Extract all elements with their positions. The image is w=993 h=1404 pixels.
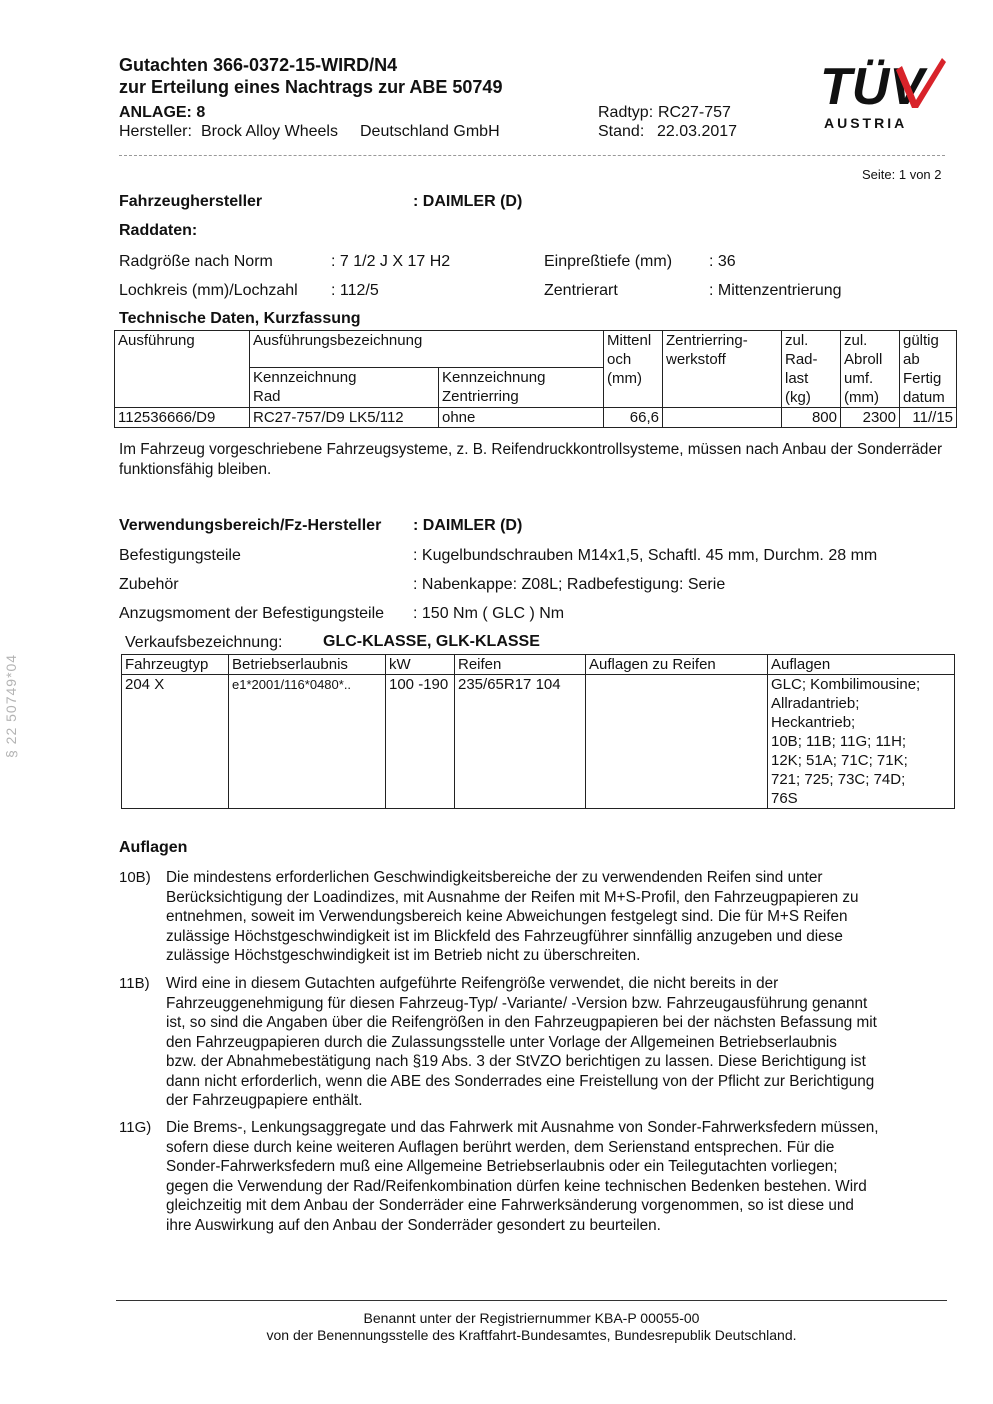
th-mittenloch-1: Mittenl	[607, 332, 652, 349]
size-value: : 7 1/2 J X 17 H2	[331, 253, 451, 270]
auflagen-line: GLC; Kombilimousine;	[771, 676, 921, 693]
tuev-logo-graphic	[818, 56, 948, 136]
cell-ausfuehrung: 112536666/D9	[115, 408, 250, 428]
th-zentrierring-1: Zentrierring-	[666, 332, 748, 349]
th-kenn-rad	[250, 368, 439, 408]
th-abroll-4: (mm)	[844, 389, 879, 406]
document-title: Gutachten 366-0372-15-WIRD/N4	[119, 55, 398, 75]
pcd-label: Lochkreis (mm)/Lochzahl	[119, 282, 298, 299]
auflagen-line: 76S	[771, 790, 798, 807]
text-line: ihre Auswirkung auf den Anbau der Sonderräder gesondert zu beurteilen.	[166, 1216, 661, 1234]
text-line: Berücksichtigung der Loadindizes, mit Ausnahme der Reifen mit M+S-Profil, den Fahrzeugpapieren zu	[166, 888, 859, 906]
centering-value: : Mittenzentrierung	[709, 282, 842, 299]
auflage-code-10b: 10B)	[119, 869, 151, 886]
maker-value: : DAIMLER (D)	[413, 193, 523, 210]
th-gueltig-1: gültig	[903, 332, 939, 349]
tuev-logo-sub: AUSTRIA	[824, 115, 908, 131]
footer-line-1: Benannt unter der Registriernummer KBA-P 00055-00	[363, 1310, 700, 1326]
fasteners-value: : Kugelbundschrauben M14x1,5, Schaftl. 45 mm, Durchm. 28 mm	[413, 547, 878, 564]
tech-data-table	[114, 330, 957, 428]
anlage-label: ANLAGE: 8	[119, 104, 206, 121]
th-abroll-3: umf.	[844, 370, 874, 387]
th-gueltig	[900, 331, 957, 408]
th-kw: kW	[386, 655, 455, 675]
auflage-text-11b	[166, 974, 946, 1111]
cell-typ: 204 X	[122, 675, 229, 809]
cell-kw: 100 -190	[386, 675, 455, 809]
raddaten-label: Raddaten:	[119, 222, 198, 239]
auflagen-line: 10B; 11B; 11G; 11H;	[771, 733, 907, 750]
sales-label: Verkaufsbezeichnung:	[125, 634, 283, 651]
th-fahrzeugtyp: Fahrzeugtyp	[122, 655, 229, 675]
text-line: Sonder-Fahrwerksfedern muß eine Allgemeine Betriebserlaubnis oder ein Teilegutachten vorliegen;	[166, 1158, 838, 1175]
cell-reifen: 235/65R17 104	[455, 675, 586, 809]
cell-kenn-rad: RC27-757/D9 LK5/112	[250, 408, 439, 428]
hersteller-country: Deutschland GmbH	[360, 123, 500, 140]
radtyp-label: Radtyp:	[598, 104, 654, 121]
th-mittenloch-2: och	[607, 351, 632, 368]
header-divider	[119, 155, 945, 156]
accessory-value: : Nabenkappe: Z08L; Radbefestigung: Serie	[413, 576, 726, 593]
auflagen-heading: Auflagen	[119, 839, 188, 856]
th-kenn-rad-2: Rad	[253, 388, 281, 405]
table-row	[115, 408, 957, 428]
th-zentrierring	[663, 331, 782, 408]
offset-label: Einpreßtiefe (mm)	[544, 253, 673, 270]
sales-value: GLC-KLASSE, GLK-KLASSE	[323, 633, 540, 650]
cell-gueltig: 11//15	[900, 408, 957, 428]
auflage-text-10b	[166, 868, 946, 966]
hersteller-name: Brock Alloy Wheels	[201, 123, 338, 140]
th-auflagen-reifen: Auflagen zu Reifen	[586, 655, 768, 675]
th-mittenloch	[604, 331, 663, 408]
cell-betrieb: e1*2001/116*0480*..	[229, 675, 386, 809]
accessory-label: Zubehör	[119, 576, 179, 593]
th-kenn-zent-1: Kennzeichnung	[442, 369, 546, 386]
footer-line-2: von der Benennungsstelle des Kraftfahrt-Bundesamtes, Bundesrepublik Deutschland.	[266, 1327, 797, 1343]
th-abroll	[841, 331, 900, 408]
cell-abroll: 2300	[841, 408, 900, 428]
th-bezeichnung: Ausführungsbezeichnung	[250, 331, 604, 368]
text-line: Wird eine in diesem Gutachten aufgeführte Reifengröße verwendet, die nicht bereits in der	[166, 975, 779, 992]
th-mittenloch-3: (mm)	[607, 370, 642, 387]
torque-value: : 150 Nm ( GLC ) Nm	[413, 605, 565, 622]
th-gueltig-4: datum	[903, 389, 945, 406]
text-line: gegen die Verwendung der Rad/Reifenkombination dürfen keine technischen Bedenken bestehen. Wird	[166, 1177, 867, 1195]
auflage-text-11g	[166, 1118, 946, 1235]
text-line: gleichzeitig mit dem Anbau der Sonderräder eine Fahrwerksänderung vorgenommen, so ist diese und	[166, 1197, 854, 1214]
th-abroll-2: Abroll	[844, 351, 883, 368]
auflagen-line: Allradantrieb;	[771, 695, 860, 712]
th-radlast	[782, 331, 841, 408]
side-reference: § 22 50749*04	[3, 653, 19, 758]
cell-auflagen-reifen	[586, 675, 768, 809]
th-kenn-rad-1: Kennzeichnung	[253, 369, 357, 386]
fasteners-label: Befestigungsteile	[119, 547, 241, 564]
text-line: ist, so sind die Angaben über die Reifengrößen in den Fahrzeugpapieren bei der nächsten Befassung mit	[166, 1014, 877, 1031]
th-ausfuehrung: Ausführung	[115, 331, 250, 408]
torque-label: Anzugsmoment der Befestigungsteile	[119, 605, 385, 622]
hersteller-label: Hersteller:	[119, 123, 192, 140]
page-number: Seite: 1 von 2	[862, 167, 942, 182]
centering-label: Zentrierart	[544, 282, 618, 299]
cell-radlast: 800	[782, 408, 841, 428]
auflage-code-11b: 11B)	[119, 975, 150, 992]
usage-label: Verwendungsbereich/Fz-Hersteller	[119, 517, 382, 534]
tech-heading: Technische Daten, Kurzfassung	[119, 310, 361, 327]
th-kenn-zent	[439, 368, 604, 408]
auflagen-line: 721; 725; 73C; 74D;	[771, 771, 906, 788]
th-radlast-3: last	[785, 370, 809, 387]
th-abroll-1: zul.	[844, 332, 868, 349]
cell-auflagen	[768, 675, 955, 809]
auflagen-line: Heckantrieb;	[771, 714, 856, 731]
maker-label: Fahrzeughersteller	[119, 193, 263, 210]
th-gueltig-2: ab	[903, 351, 920, 368]
stand-label: Stand:	[598, 123, 645, 140]
tuev-logo-letters: TÜV	[820, 58, 924, 116]
text-line: den Fahrzeugpapieren durch die Zulassungsstelle unter Vorlage der Allgemeinen Betriebserlaubnis	[166, 1033, 837, 1051]
document-subtitle: zur Erteilung eines Nachtrags zur ABE 50749	[119, 77, 503, 97]
text-line: Die mindestens erforderlichen Geschwindigkeitsbereiche der zu verwendenden Reifen sind unter	[166, 869, 823, 886]
auflage-code-11g: 11G)	[119, 1119, 152, 1136]
pcd-value: : 112/5	[331, 282, 379, 299]
text-line: bzw. der Abnahmebestätigung nach §19 Abs. 3 der StVZO berichtigen zu lassen. Diese Berichtigung ist	[166, 1053, 866, 1070]
th-radlast-2: Rad-	[785, 351, 818, 368]
vehicle-type-table	[121, 654, 955, 809]
table-row	[122, 675, 955, 809]
cell-mittenloch: 66,6	[604, 408, 663, 428]
th-zentrierring-2: werkstoff	[666, 351, 726, 368]
stand-value: 22.03.2017	[657, 123, 738, 140]
text-line: Fahrzeuggenehmigung für diesen Fahrzeug-Typ/ -Variante/ -Version bzw. Fahrzeugausführung genannt	[166, 994, 868, 1012]
cell-kenn-zent: ohne	[439, 408, 604, 428]
th-auflagen: Auflagen	[768, 655, 955, 675]
text-line: sofern diese durch keine weiteren Auflagen berührt werden, dem Serienstand entsprechen. Für die	[166, 1138, 835, 1156]
systems-note: Im Fahrzeug vorgeschriebene Fahrzeugsysteme, z. B. Reifendruckkontrollsysteme, müssen nach Anbau der Sonderräder funktionsfähig bleiben.	[119, 441, 943, 478]
text-line: Die Brems-, Lenkungsaggregate und das Fahrwerk mit Ausnahme von Sonder-Fahrwerksfedern müssen,	[166, 1119, 879, 1136]
cell-zentrierring	[663, 408, 782, 428]
text-line: zulässige Höchstgeschwindigkeit ist im Betrieb nicht zu überschreiten.	[166, 947, 641, 964]
th-radlast-1: zul.	[785, 332, 809, 349]
auflagen-line: 12K; 51A; 71C; 71K;	[771, 752, 908, 769]
th-gueltig-3: Fertig	[903, 370, 942, 387]
text-line: zulässige Höchstgeschwindigkeit ist im Blickfeld des Fahrzeugführer sinnfällig anzugeben und diese	[166, 927, 843, 945]
radtyp-value: RC27-757	[658, 104, 731, 121]
text-line: dann nicht erforderlich, wenn die ABE des Sonderrades eine Freistellung von der Pflicht zur Berichtigung	[166, 1072, 875, 1090]
th-betriebserlaubnis: Betriebserlaubnis	[229, 655, 386, 675]
usage-value: : DAIMLER (D)	[413, 517, 523, 534]
text-line: der Fahrzeugpapiere enthält.	[166, 1092, 363, 1109]
size-label: Radgröße nach Norm	[119, 253, 273, 270]
th-kenn-zent-2: Zentrierring	[442, 388, 519, 405]
text-line: entnehmen, soweit im Verwendungsbereich keine Abweichungen festgelegt sind. Die für M+S Reifen	[166, 908, 848, 925]
footer-divider	[116, 1300, 947, 1301]
th-reifen: Reifen	[455, 655, 586, 675]
tuev-austria-logo	[818, 56, 948, 136]
offset-value: : 36	[709, 253, 736, 270]
th-radlast-4: (kg)	[785, 389, 811, 406]
